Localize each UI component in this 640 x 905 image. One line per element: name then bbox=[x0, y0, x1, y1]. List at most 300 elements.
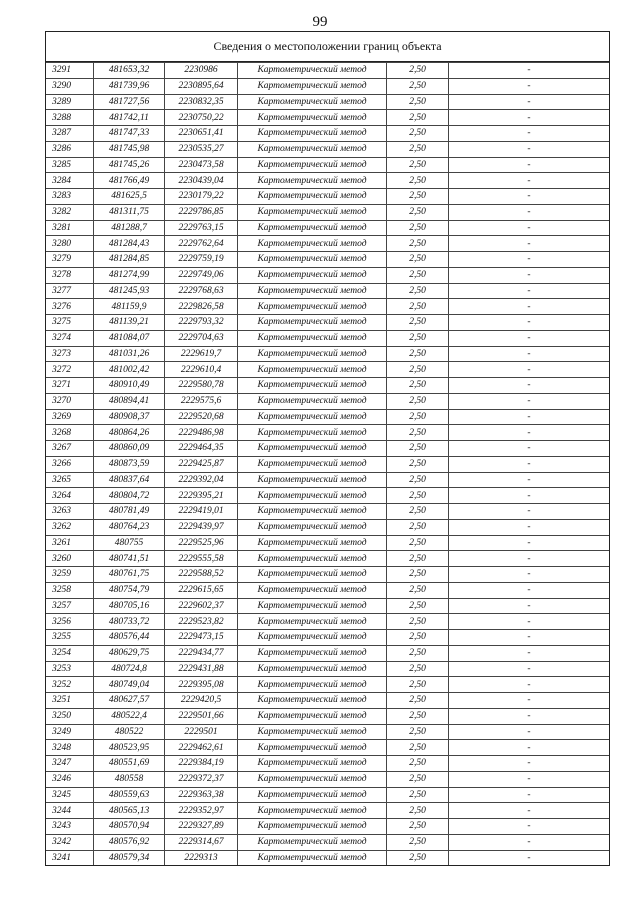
method-cell: Картометрический метод bbox=[238, 567, 387, 583]
coordinate-y-cell: 2230535,27 bbox=[165, 141, 238, 157]
coordinate-y-cell: 2229580,78 bbox=[165, 378, 238, 394]
table-row bbox=[46, 708, 609, 724]
table-row bbox=[46, 535, 609, 551]
coordinate-y-cell: 2229431,88 bbox=[165, 661, 238, 677]
coordinate-y-cell: 2230832,35 bbox=[165, 94, 238, 110]
precision-cell: 2,50 bbox=[387, 488, 449, 504]
coordinate-x-cell: 480565,13 bbox=[94, 803, 165, 819]
description-cell: - bbox=[449, 472, 610, 488]
coordinate-x-cell: 480908,37 bbox=[94, 409, 165, 425]
coordinate-x-cell: 480910,49 bbox=[94, 378, 165, 394]
method-cell: Картометрический метод bbox=[238, 204, 387, 220]
description-cell: - bbox=[449, 677, 610, 693]
coordinate-x-cell: 480579,34 bbox=[94, 850, 165, 865]
description-cell: - bbox=[449, 157, 610, 173]
precision-cell: 2,50 bbox=[387, 141, 449, 157]
point-number-cell: 3275 bbox=[46, 315, 94, 331]
method-cell: Картометрический метод bbox=[238, 393, 387, 409]
precision-cell: 2,50 bbox=[387, 189, 449, 205]
coordinate-y-cell: 2229352,97 bbox=[165, 803, 238, 819]
coordinate-x-cell: 480627,57 bbox=[94, 693, 165, 709]
table-row bbox=[46, 677, 609, 693]
coordinate-x-cell: 481745,98 bbox=[94, 141, 165, 157]
table-row bbox=[46, 78, 609, 94]
coordinate-y-cell: 2229763,15 bbox=[165, 220, 238, 236]
coordinate-x-cell: 481031,26 bbox=[94, 346, 165, 362]
point-number-cell: 3246 bbox=[46, 771, 94, 787]
table-row bbox=[46, 63, 609, 79]
method-cell: Картометрический метод bbox=[238, 850, 387, 865]
point-number-cell: 3243 bbox=[46, 819, 94, 835]
method-cell: Картометрический метод bbox=[238, 236, 387, 252]
method-cell: Картометрический метод bbox=[238, 740, 387, 756]
coordinate-x-cell: 481139,21 bbox=[94, 315, 165, 331]
coordinate-y-cell: 2229619,7 bbox=[165, 346, 238, 362]
coordinate-y-cell: 2229439,97 bbox=[165, 519, 238, 535]
point-number-cell: 3268 bbox=[46, 425, 94, 441]
description-cell: - bbox=[449, 126, 610, 142]
method-cell: Картометрический метод bbox=[238, 173, 387, 189]
point-number-cell: 3280 bbox=[46, 236, 94, 252]
method-cell: Картометрический метод bbox=[238, 535, 387, 551]
table-row bbox=[46, 126, 609, 142]
point-number-cell: 3276 bbox=[46, 299, 94, 315]
point-number-cell: 3281 bbox=[46, 220, 94, 236]
method-cell: Картометрический метод bbox=[238, 693, 387, 709]
table-row bbox=[46, 551, 609, 567]
table-row bbox=[46, 236, 609, 252]
point-number-cell: 3257 bbox=[46, 598, 94, 614]
coordinate-y-cell: 2229826,58 bbox=[165, 299, 238, 315]
description-cell: - bbox=[449, 598, 610, 614]
precision-cell: 2,50 bbox=[387, 740, 449, 756]
coordinate-x-cell: 480551,69 bbox=[94, 756, 165, 772]
coordinate-y-cell: 2230651,41 bbox=[165, 126, 238, 142]
precision-cell: 2,50 bbox=[387, 220, 449, 236]
point-number-cell: 3256 bbox=[46, 614, 94, 630]
method-cell: Картометрический метод bbox=[238, 283, 387, 299]
coordinate-x-cell: 481311,75 bbox=[94, 204, 165, 220]
method-cell: Картометрический метод bbox=[238, 551, 387, 567]
coordinate-y-cell: 2230473,58 bbox=[165, 157, 238, 173]
precision-cell: 2,50 bbox=[387, 551, 449, 567]
precision-cell: 2,50 bbox=[387, 110, 449, 126]
method-cell: Картометрический метод bbox=[238, 645, 387, 661]
point-number-cell: 3241 bbox=[46, 850, 94, 865]
coordinate-x-cell: 481002,42 bbox=[94, 362, 165, 378]
method-cell: Картометрический метод bbox=[238, 677, 387, 693]
coordinate-y-cell: 2229501,66 bbox=[165, 708, 238, 724]
table-row bbox=[46, 456, 609, 472]
description-cell: - bbox=[449, 94, 610, 110]
coordinate-x-cell: 480629,75 bbox=[94, 645, 165, 661]
coordinate-y-cell: 2229392,04 bbox=[165, 472, 238, 488]
boundary-table-frame bbox=[45, 31, 610, 866]
method-cell: Картометрический метод bbox=[238, 724, 387, 740]
description-cell: - bbox=[449, 330, 610, 346]
precision-cell: 2,50 bbox=[387, 252, 449, 268]
precision-cell: 2,50 bbox=[387, 94, 449, 110]
coordinate-x-cell: 481274,99 bbox=[94, 267, 165, 283]
coordinate-x-cell: 480781,49 bbox=[94, 504, 165, 520]
precision-cell: 2,50 bbox=[387, 409, 449, 425]
precision-cell: 2,50 bbox=[387, 567, 449, 583]
coordinate-x-cell: 481653,32 bbox=[94, 63, 165, 79]
method-cell: Картометрический метод bbox=[238, 488, 387, 504]
point-number-cell: 3287 bbox=[46, 126, 94, 142]
coordinates-table bbox=[46, 62, 609, 865]
point-number-cell: 3265 bbox=[46, 472, 94, 488]
point-number-cell: 3284 bbox=[46, 173, 94, 189]
description-cell: - bbox=[449, 189, 610, 205]
precision-cell: 2,50 bbox=[387, 834, 449, 850]
point-number-cell: 3291 bbox=[46, 63, 94, 79]
coordinate-x-cell: 481739,96 bbox=[94, 78, 165, 94]
precision-cell: 2,50 bbox=[387, 850, 449, 865]
description-cell: - bbox=[449, 740, 610, 756]
precision-cell: 2,50 bbox=[387, 661, 449, 677]
method-cell: Картометрический метод bbox=[238, 409, 387, 425]
precision-cell: 2,50 bbox=[387, 504, 449, 520]
point-number-cell: 3266 bbox=[46, 456, 94, 472]
table-row bbox=[46, 315, 609, 331]
table-row bbox=[46, 267, 609, 283]
description-cell: - bbox=[449, 267, 610, 283]
table-row bbox=[46, 630, 609, 646]
description-cell: - bbox=[449, 393, 610, 409]
precision-cell: 2,50 bbox=[387, 78, 449, 94]
point-number-cell: 3258 bbox=[46, 582, 94, 598]
point-number-cell: 3277 bbox=[46, 283, 94, 299]
table-row bbox=[46, 472, 609, 488]
method-cell: Картометрический метод bbox=[238, 299, 387, 315]
coordinate-x-cell: 480837,64 bbox=[94, 472, 165, 488]
method-cell: Картометрический метод bbox=[238, 267, 387, 283]
coordinate-y-cell: 2229486,98 bbox=[165, 425, 238, 441]
precision-cell: 2,50 bbox=[387, 126, 449, 142]
coordinate-y-cell: 2229395,21 bbox=[165, 488, 238, 504]
description-cell: - bbox=[449, 173, 610, 189]
method-cell: Картометрический метод bbox=[238, 157, 387, 173]
method-cell: Картометрический метод bbox=[238, 708, 387, 724]
point-number-cell: 3252 bbox=[46, 677, 94, 693]
precision-cell: 2,50 bbox=[387, 267, 449, 283]
precision-cell: 2,50 bbox=[387, 787, 449, 803]
point-number-cell: 3282 bbox=[46, 204, 94, 220]
page-number: 99 bbox=[312, 14, 328, 30]
coordinate-x-cell: 480860,09 bbox=[94, 441, 165, 457]
method-cell: Картометрический метод bbox=[238, 834, 387, 850]
precision-cell: 2,50 bbox=[387, 456, 449, 472]
method-cell: Картометрический метод bbox=[238, 661, 387, 677]
table-row bbox=[46, 771, 609, 787]
coordinate-y-cell: 2229749,06 bbox=[165, 267, 238, 283]
precision-cell: 2,50 bbox=[387, 724, 449, 740]
table-row bbox=[46, 173, 609, 189]
table-row bbox=[46, 787, 609, 803]
description-cell: - bbox=[449, 441, 610, 457]
point-number-cell: 3264 bbox=[46, 488, 94, 504]
table-row bbox=[46, 252, 609, 268]
description-cell: - bbox=[449, 582, 610, 598]
method-cell: Картометрический метод bbox=[238, 614, 387, 630]
description-cell: - bbox=[449, 834, 610, 850]
precision-cell: 2,50 bbox=[387, 614, 449, 630]
coordinate-y-cell: 2229420,5 bbox=[165, 693, 238, 709]
coordinates-table-body bbox=[46, 63, 609, 866]
coordinate-x-cell: 480894,41 bbox=[94, 393, 165, 409]
description-cell: - bbox=[449, 252, 610, 268]
point-number-cell: 3245 bbox=[46, 787, 94, 803]
table-row bbox=[46, 299, 609, 315]
method-cell: Картометрический метод bbox=[238, 252, 387, 268]
description-cell: - bbox=[449, 771, 610, 787]
coordinate-y-cell: 2229313 bbox=[165, 850, 238, 865]
coordinate-y-cell: 2230986 bbox=[165, 63, 238, 79]
coordinate-x-cell: 480724,8 bbox=[94, 661, 165, 677]
description-cell: - bbox=[449, 283, 610, 299]
precision-cell: 2,50 bbox=[387, 330, 449, 346]
method-cell: Картометрический метод bbox=[238, 110, 387, 126]
coordinate-y-cell: 2229523,82 bbox=[165, 614, 238, 630]
coordinate-x-cell: 480559,63 bbox=[94, 787, 165, 803]
coordinate-x-cell: 480755 bbox=[94, 535, 165, 551]
table-row bbox=[46, 362, 609, 378]
table-row bbox=[46, 378, 609, 394]
point-number-cell: 3286 bbox=[46, 141, 94, 157]
description-cell: - bbox=[449, 63, 610, 79]
coordinate-x-cell: 480558 bbox=[94, 771, 165, 787]
coordinate-x-cell: 480576,44 bbox=[94, 630, 165, 646]
coordinate-y-cell: 2229464,35 bbox=[165, 441, 238, 457]
table-row bbox=[46, 110, 609, 126]
coordinate-x-cell: 480873,59 bbox=[94, 456, 165, 472]
description-cell: - bbox=[449, 346, 610, 362]
method-cell: Картометрический метод bbox=[238, 630, 387, 646]
description-cell: - bbox=[449, 803, 610, 819]
table-row bbox=[46, 94, 609, 110]
description-cell: - bbox=[449, 315, 610, 331]
method-cell: Картометрический метод bbox=[238, 519, 387, 535]
precision-cell: 2,50 bbox=[387, 645, 449, 661]
precision-cell: 2,50 bbox=[387, 315, 449, 331]
point-number-cell: 3253 bbox=[46, 661, 94, 677]
point-number-cell: 3244 bbox=[46, 803, 94, 819]
method-cell: Картометрический метод bbox=[238, 756, 387, 772]
method-cell: Картометрический метод bbox=[238, 803, 387, 819]
method-cell: Картометрический метод bbox=[238, 504, 387, 520]
point-number-cell: 3271 bbox=[46, 378, 94, 394]
coordinate-y-cell: 2229384,19 bbox=[165, 756, 238, 772]
coordinate-x-cell: 480749,04 bbox=[94, 677, 165, 693]
description-cell: - bbox=[449, 567, 610, 583]
coordinate-x-cell: 480705,16 bbox=[94, 598, 165, 614]
coordinate-x-cell: 480754,79 bbox=[94, 582, 165, 598]
coordinate-x-cell: 480570,94 bbox=[94, 819, 165, 835]
point-number-cell: 3259 bbox=[46, 567, 94, 583]
method-cell: Картометрический метод bbox=[238, 472, 387, 488]
point-number-cell: 3254 bbox=[46, 645, 94, 661]
coordinate-x-cell: 481745,26 bbox=[94, 157, 165, 173]
coordinate-y-cell: 2229575,6 bbox=[165, 393, 238, 409]
coordinate-x-cell: 481625,5 bbox=[94, 189, 165, 205]
precision-cell: 2,50 bbox=[387, 708, 449, 724]
coordinate-x-cell: 481284,43 bbox=[94, 236, 165, 252]
coordinate-x-cell: 480522,4 bbox=[94, 708, 165, 724]
precision-cell: 2,50 bbox=[387, 441, 449, 457]
coordinate-y-cell: 2229425,87 bbox=[165, 456, 238, 472]
precision-cell: 2,50 bbox=[387, 346, 449, 362]
coordinate-y-cell: 2230750,22 bbox=[165, 110, 238, 126]
precision-cell: 2,50 bbox=[387, 756, 449, 772]
point-number-cell: 3278 bbox=[46, 267, 94, 283]
coordinate-x-cell: 481766,49 bbox=[94, 173, 165, 189]
coordinate-y-cell: 2229704,63 bbox=[165, 330, 238, 346]
coordinate-y-cell: 2229327,89 bbox=[165, 819, 238, 835]
coordinate-x-cell: 480804,72 bbox=[94, 488, 165, 504]
precision-cell: 2,50 bbox=[387, 693, 449, 709]
coordinate-y-cell: 2229759,19 bbox=[165, 252, 238, 268]
table-row bbox=[46, 661, 609, 677]
description-cell: - bbox=[449, 488, 610, 504]
method-cell: Картометрический метод bbox=[238, 582, 387, 598]
precision-cell: 2,50 bbox=[387, 283, 449, 299]
coordinate-x-cell: 480764,23 bbox=[94, 519, 165, 535]
method-cell: Картометрический метод bbox=[238, 456, 387, 472]
precision-cell: 2,50 bbox=[387, 819, 449, 835]
coordinate-x-cell: 481727,56 bbox=[94, 94, 165, 110]
point-number-cell: 3270 bbox=[46, 393, 94, 409]
table-row bbox=[46, 850, 609, 865]
point-number-cell: 3263 bbox=[46, 504, 94, 520]
point-number-cell: 3267 bbox=[46, 441, 94, 457]
point-number-cell: 3260 bbox=[46, 551, 94, 567]
table-row bbox=[46, 834, 609, 850]
table-row bbox=[46, 819, 609, 835]
coordinate-y-cell: 2229793,32 bbox=[165, 315, 238, 331]
point-number-cell: 3279 bbox=[46, 252, 94, 268]
description-cell: - bbox=[449, 645, 610, 661]
method-cell: Картометрический метод bbox=[238, 220, 387, 236]
point-number-cell: 3289 bbox=[46, 94, 94, 110]
description-cell: - bbox=[449, 362, 610, 378]
coordinate-y-cell: 2230179,22 bbox=[165, 189, 238, 205]
point-number-cell: 3261 bbox=[46, 535, 94, 551]
method-cell: Картометрический метод bbox=[238, 378, 387, 394]
method-cell: Картометрический метод bbox=[238, 362, 387, 378]
precision-cell: 2,50 bbox=[387, 299, 449, 315]
description-cell: - bbox=[449, 504, 610, 520]
coordinate-y-cell: 2229473,15 bbox=[165, 630, 238, 646]
table-row bbox=[46, 567, 609, 583]
method-cell: Картометрический метод bbox=[238, 141, 387, 157]
description-cell: - bbox=[449, 535, 610, 551]
coordinate-y-cell: 2229419,01 bbox=[165, 504, 238, 520]
description-cell: - bbox=[449, 425, 610, 441]
table-row bbox=[46, 393, 609, 409]
precision-cell: 2,50 bbox=[387, 204, 449, 220]
precision-cell: 2,50 bbox=[387, 425, 449, 441]
precision-cell: 2,50 bbox=[387, 598, 449, 614]
table-row bbox=[46, 409, 609, 425]
precision-cell: 2,50 bbox=[387, 630, 449, 646]
coordinate-x-cell: 480864,26 bbox=[94, 425, 165, 441]
coordinate-y-cell: 2229525,96 bbox=[165, 535, 238, 551]
coordinate-x-cell: 480733,72 bbox=[94, 614, 165, 630]
table-row bbox=[46, 582, 609, 598]
table-row bbox=[46, 220, 609, 236]
description-cell: - bbox=[449, 708, 610, 724]
coordinate-y-cell: 2229501 bbox=[165, 724, 238, 740]
description-cell: - bbox=[449, 378, 610, 394]
coordinate-x-cell: 480523,95 bbox=[94, 740, 165, 756]
table-row bbox=[46, 346, 609, 362]
coordinate-x-cell: 480576,92 bbox=[94, 834, 165, 850]
table-title: Сведения о местоположении границ объекта bbox=[46, 32, 609, 62]
description-cell: - bbox=[449, 630, 610, 646]
table-row bbox=[46, 693, 609, 709]
description-cell: - bbox=[449, 661, 610, 677]
precision-cell: 2,50 bbox=[387, 393, 449, 409]
point-number-cell: 3247 bbox=[46, 756, 94, 772]
coordinate-y-cell: 2230895,64 bbox=[165, 78, 238, 94]
table-row bbox=[46, 519, 609, 535]
description-cell: - bbox=[449, 110, 610, 126]
precision-cell: 2,50 bbox=[387, 771, 449, 787]
precision-cell: 2,50 bbox=[387, 173, 449, 189]
description-cell: - bbox=[449, 204, 610, 220]
precision-cell: 2,50 bbox=[387, 63, 449, 79]
table-row bbox=[46, 598, 609, 614]
coordinate-x-cell: 481288,7 bbox=[94, 220, 165, 236]
method-cell: Картометрический метод bbox=[238, 598, 387, 614]
table-row bbox=[46, 740, 609, 756]
description-cell: - bbox=[449, 724, 610, 740]
precision-cell: 2,50 bbox=[387, 519, 449, 535]
coordinate-y-cell: 2229768,63 bbox=[165, 283, 238, 299]
point-number-cell: 3285 bbox=[46, 157, 94, 173]
table-row bbox=[46, 425, 609, 441]
precision-cell: 2,50 bbox=[387, 236, 449, 252]
method-cell: Картометрический метод bbox=[238, 771, 387, 787]
method-cell: Картометрический метод bbox=[238, 330, 387, 346]
table-row bbox=[46, 488, 609, 504]
table-row bbox=[46, 283, 609, 299]
method-cell: Картометрический метод bbox=[238, 787, 387, 803]
description-cell: - bbox=[449, 614, 610, 630]
coordinate-x-cell: 481742,11 bbox=[94, 110, 165, 126]
table-row bbox=[46, 204, 609, 220]
method-cell: Картометрический метод bbox=[238, 126, 387, 142]
description-cell: - bbox=[449, 551, 610, 567]
point-number-cell: 3250 bbox=[46, 708, 94, 724]
coordinate-y-cell: 2229395,08 bbox=[165, 677, 238, 693]
coordinate-y-cell: 2229434,77 bbox=[165, 645, 238, 661]
precision-cell: 2,50 bbox=[387, 378, 449, 394]
table-row bbox=[46, 803, 609, 819]
coordinate-y-cell: 2229762,64 bbox=[165, 236, 238, 252]
coordinate-y-cell: 2229462,61 bbox=[165, 740, 238, 756]
table-row bbox=[46, 756, 609, 772]
coordinate-y-cell: 2229602,37 bbox=[165, 598, 238, 614]
table-row bbox=[46, 504, 609, 520]
coordinate-x-cell: 481245,93 bbox=[94, 283, 165, 299]
coordinate-x-cell: 481284,85 bbox=[94, 252, 165, 268]
coordinate-y-cell: 2229520,68 bbox=[165, 409, 238, 425]
coordinate-y-cell: 2229555,58 bbox=[165, 551, 238, 567]
precision-cell: 2,50 bbox=[387, 803, 449, 819]
coordinate-x-cell: 481084,07 bbox=[94, 330, 165, 346]
